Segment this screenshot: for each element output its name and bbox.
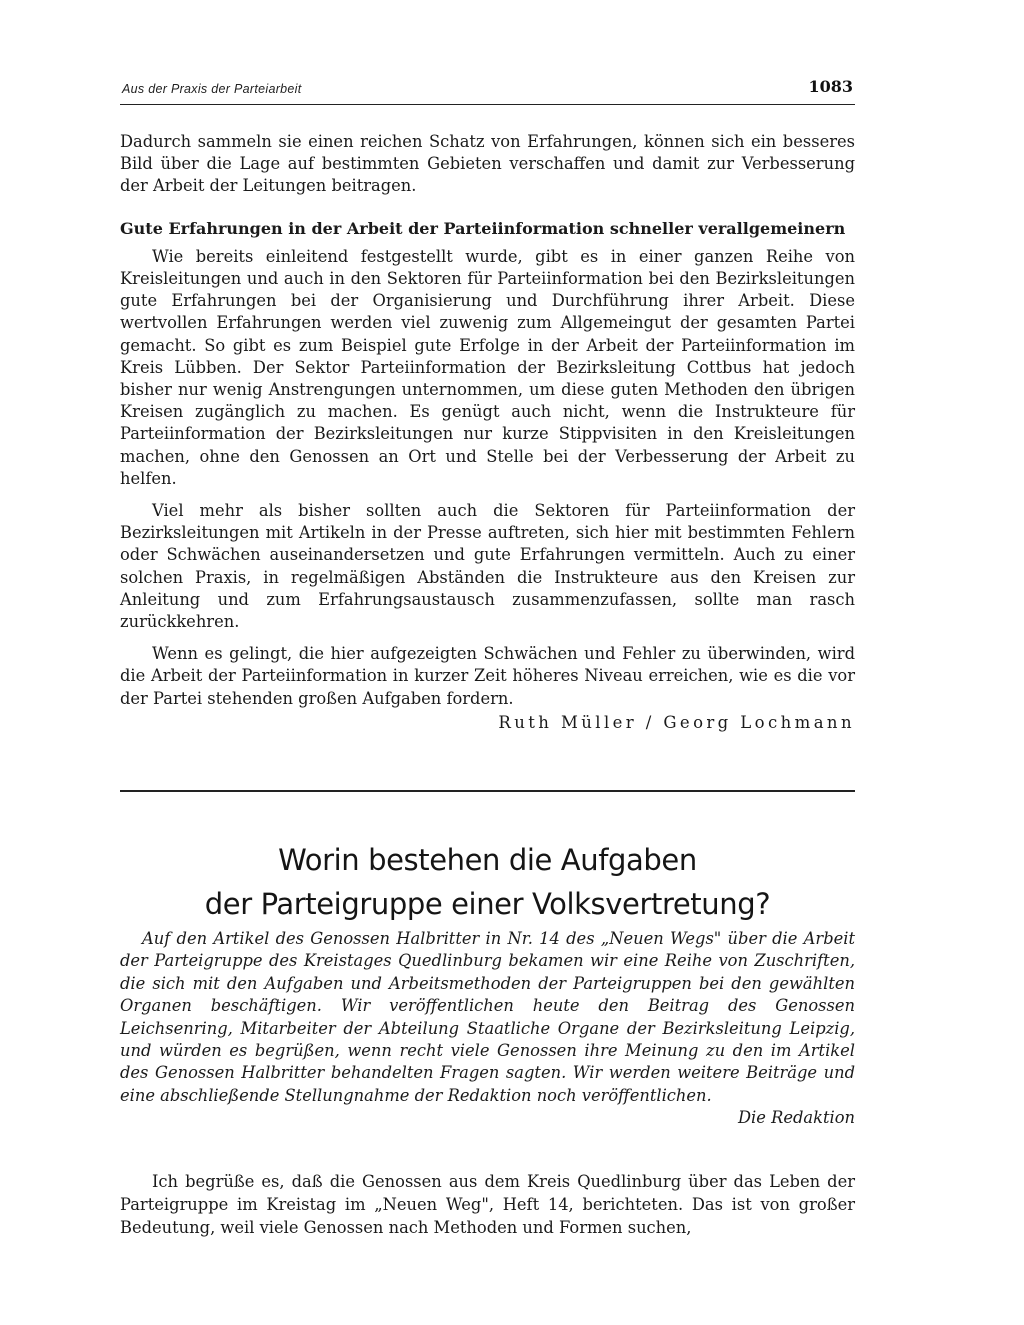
paragraph-1: Wie bereits einleitend festgestellt wurde, gibt es in einer ganzen Reihe von Kreisleitungen und auch in den Sektoren für Parteiinformation bei den Bezirksleitungen gute Erfahrungen bei der Organisierung und Durchführung ihrer Arbeit. Diese wertvollen Erfahrungen werden viel zuwenig zum Allgemeingut der gesamten Partei gemacht. So gibt es zum Beispiel gute Erfolge in der Arbeit der Parteiinformation im Kreis Lübben. Der Sektor Parteiinformation der Bezirksleitung Cottbus hat jedoch bisher nur wenig Anstrengungen unternommen, um diese guten Methoden den übrigen Kreisen zugänglich zu machen. Es genügt auch nicht, wenn die Instrukteure für Parteiinformation der Bezirksleitungen nur kurze Stippvisiten in den Kreisleitungen machen, ohne den Genossen an Ort und Stelle bei der Verbesserung der Arbeit zu helfen. <box>120 246 855 488</box>
article-parteiinformation <box>120 131 855 734</box>
section-heading: Gute Erfahrungen in der Arbeit der Parteiinformation schneller verallgemeinern <box>120 218 846 238</box>
title-line-1: Worin bestehen die Aufgaben <box>278 843 697 877</box>
paragraph-3: Wenn es gelingt, die hier aufgezeigten Schwächen und Fehler zu überwinden, wird die Arbeit der Parteiinformation in kurzer Zeit höheres Niveau erreichen, wie es die vor der Partei stehenden großen Aufgaben fordern. <box>120 644 855 708</box>
editorial-signature: Die Redaktion <box>738 1108 855 1128</box>
article-body <box>120 1170 855 1239</box>
paragraph-continuation: Dadurch sammeln sie einen reichen Schatz von Erfahrungen, können sich ein besseres Bild über die Lage auf bestimmten Gebieten verschaffen und damit zur Verbesserung der Arbeit der Leitungen beitragen. <box>120 132 855 196</box>
paragraph-2: Viel mehr als bisher sollten auch die Sektoren für Parteiinformation der Bezirksleitungen mit Artikeln in der Presse auftreten, sich hier mit bestimmten Fehlern oder Schwächen auseinandersetzen und gute Erfahrungen vermitteln. Auch zu einer solchen Praxis, in regelmäßigen Abständen die Instrukteure aus den Kreisen zur Anleitung und zum Erfahrungsaustausch zusammenzufassen, sollte man rasch zurückkehren. <box>120 501 855 632</box>
title-line-2: der Parteigruppe einer Volksvertretung? <box>204 887 771 921</box>
page-number: 1083 <box>808 77 853 96</box>
section-divider <box>120 790 855 792</box>
page-header <box>120 78 855 105</box>
article-title <box>120 838 855 926</box>
editorial-intro <box>120 928 855 1130</box>
article-paragraph-1: Ich begrüße es, daß die Genossen aus dem Kreis Quedlinburg über das Leben der Parteigruppe im Kreistag im „Neuen Weg", Heft 14, berichteten. Das ist von großer Bedeutung, weil viele Genossen nach Methoden und Formen suchen, <box>120 1172 855 1237</box>
editorial-intro-text: Auf den Artikel des Genossen Halbritter in Nr. 14 des „Neuen Wegs" über die Arbeit der Parteigruppe des Kreistages Quedlinburg bekamen wir eine Reihe von Zuschriften, die sich mit den Aufgaben und Arbeitsmethoden der Parteigruppen bei den gewählten Organen beschäftigen. Wir veröffentlichen heute den Beitrag des Genossen Leichsenring, Mitarbeiter der Abteilung Staatliche Organe der Bezirksleitung Leipzig, und würden es begrüßen, wenn recht viele Genossen ihre Meinung zu den im Artikel des Genossen Halbritter behandelten Fragen sagten. Wir werden weitere Beiträge und eine abschließende Stellungnahme der Redaktion noch veröffentlichen. <box>120 929 855 1105</box>
running-head: Aus der Praxis der Parteiarbeit <box>122 82 302 96</box>
article-authors: Ruth Müller / Georg Lochmann <box>498 712 855 732</box>
